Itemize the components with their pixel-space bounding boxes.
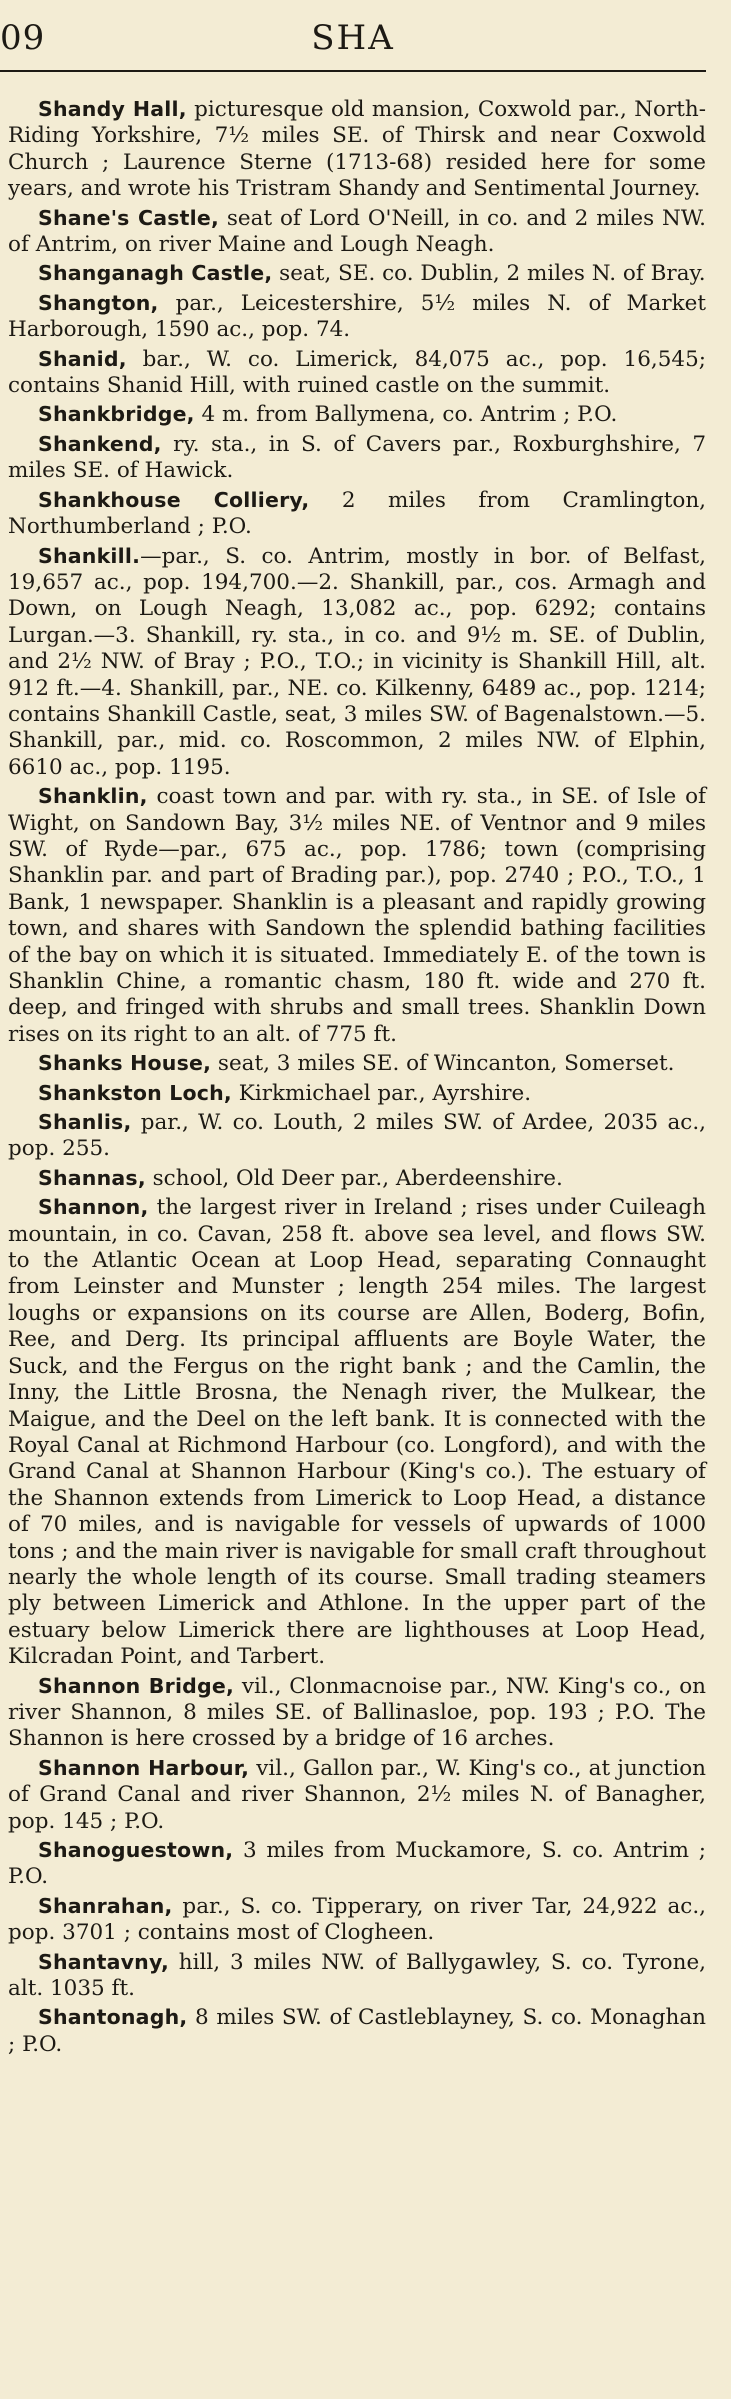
gazetteer-entry bbox=[8, 1165, 706, 1192]
entry-text: seat, 3 miles SE. of Wincanton, Somerset. bbox=[211, 1051, 675, 1077]
gazetteer-entry bbox=[8, 1949, 706, 2003]
gazetteer-entry bbox=[8, 205, 706, 259]
gazetteer-entry bbox=[8, 1109, 706, 1163]
entry-text: 3 miles from Muckamore, S. co. Antrim ; P.O. bbox=[8, 1838, 706, 1890]
entry-headword: Shandy Hall, bbox=[38, 97, 187, 121]
entry-headword: Shankill. bbox=[38, 543, 141, 568]
gazetteer-entry bbox=[8, 1893, 706, 1947]
entry-headword: Shangton, bbox=[38, 290, 159, 315]
entry-headword: Shankston Loch, bbox=[38, 1080, 232, 1105]
entry-text: vil., Clonmacnoise par., NW. King's co., on river Shannon, 8 miles SE. of Ballinasloe, pop. 193 ; P.O. The Shannon is here crossed by a bridge of 16 arches. bbox=[8, 1673, 707, 1752]
entry-headword: Shantonagh, bbox=[38, 2005, 188, 2030]
entry-text: coast town and par. with ry. sta., in SE. of Isle of Wight, on Sandown Bay, 3½ miles NE. of Ventnor and 9 miles SW. of Ryde—par., 675 ac., pop. 1786; town (comprising Shanklin par. and part of Brading par.), pop. 2740 ; P.O., T.O., 1 Bank, 1 newspaper. Shanklin is a pleasant and rapidly growing town, and shares with Sandown the splendid bathing facilities of the bay on which it is situated. Immediately E. of the town is Shanklin Chine, a romantic chasm, 180 ft. wide and 270 ft. deep, and fringed with shrubs and small trees. Shanklin Down rises on its right to an alt. of 775 ft. bbox=[8, 784, 706, 1047]
gazetteer-entry bbox=[8, 1837, 706, 1891]
gazetteer-entry bbox=[8, 96, 706, 203]
entry-text: par., W. co. Louth, 2 miles SW. of Ardee, 2035 ac., pop. 255. bbox=[8, 1110, 706, 1162]
entry-text: par., Leicestershire, 5½ miles N. of Market Harborough, 1590 ac., pop. 74. bbox=[8, 290, 706, 343]
entry-list bbox=[8, 96, 706, 2060]
entry-text: picturesque old mansion, Coxwold par., North-Riding Yorkshire, 7½ miles SE. of Thirsk and near Coxwold Church ; Laurence Sterne (1713-68) resided here for some years, and wrote his Tristram Shandy and Sentimental Journey. bbox=[8, 97, 706, 202]
entry-text: 2 miles from Cramlington, Northumberland ; P.O. bbox=[8, 487, 707, 540]
gazetteer-entry bbox=[8, 431, 706, 485]
entry-headword: Shane's Castle, bbox=[38, 205, 219, 230]
entry-headword: Shanid, bbox=[38, 346, 127, 371]
entry-headword: Shanlis, bbox=[38, 1110, 132, 1135]
entry-text: seat of Lord O'Neill, in co. and 2 miles NW. of Antrim, on river Maine and Lough Neagh. bbox=[8, 205, 706, 258]
page-header bbox=[0, 8, 706, 70]
entry-headword: Shanklin, bbox=[38, 784, 148, 809]
gazetteer-entry bbox=[8, 1755, 706, 1835]
gazetteer-entry bbox=[8, 401, 706, 428]
entry-text: seat, SE. co. Dublin, 2 miles N. of Bray. bbox=[272, 261, 706, 287]
gazetteer-entry bbox=[8, 290, 706, 344]
entry-headword: Shankhouse Colliery, bbox=[38, 487, 310, 512]
entry-headword: Shannon Bridge, bbox=[38, 1673, 235, 1698]
entry-headword: Shannon Harbour, bbox=[38, 1755, 250, 1780]
gazetteer-entry bbox=[8, 1080, 706, 1107]
entry-headword: Shantavny, bbox=[38, 1949, 169, 1974]
entry-headword: Shankend, bbox=[38, 431, 162, 456]
entry-text: the largest river in Ireland ; rises under Cuileagh mountain, in co. Cavan, 258 ft. above sea level, and flows SW. to the Atlantic Ocean at Loop Head, separating Connaught from Leinster and Munster ; length 254 miles. The largest loughs or expansions on its course are Allen, Boderg, Bofin, Ree, and Derg. Its principal affluents are Boyle Water, the Suck, and the Fergus on the right bank ; and the Camlin, the Inny, the Little Brosna, the Nenagh river, the Mulkear, the Maigue, and the Deel on the left bank. It is connected with the Royal Canal at Richmond Harbour (co. Longford), and with the Grand Canal at Shannon Harbour (King's co.). The estuary of the Shannon extends from Limerick to Loop Head, a distance of 70 miles, and is navigable for vessels of upwards of 1000 tons ; and the main river is navigable for small craft throughout nearly the whole length of its course. Small trading steamers ply between Limerick and Athlone. In the upper part of the estuary below Limerick there are lighthouses at Loop Head, Kilcradan Point, and Tarbert. bbox=[8, 1195, 706, 1670]
gazetteer-entry bbox=[8, 1050, 706, 1077]
entry-text: hill, 3 miles NW. of Ballygawley, S. co. Tyrone, alt. 1035 ft. bbox=[8, 1949, 706, 2002]
entry-headword: Shankbridge, bbox=[38, 402, 195, 427]
header-rule bbox=[0, 70, 706, 72]
entry-headword: Shannon, bbox=[38, 1195, 149, 1220]
entry-text: ry. sta., in S. of Cavers par., Roxburghshire, 7 miles SE. of Hawick. bbox=[8, 431, 706, 484]
page-number: 09 bbox=[0, 18, 46, 58]
gazetteer-entry bbox=[8, 783, 706, 1048]
gazetteer-entry bbox=[8, 346, 706, 400]
entry-text: —par., S. co. Antrim, mostly in bor. of Belfast, 19,657 ac., pop. 194,700.—2. Shankill, par., cos. Armagh and Down, on Lough Neagh, 13,082 ac., pop. 6292; contains Lurgan.—3. Shankill, ry. sta., in co. and 9½ m. SE. of Dublin, and 2½ NW. of Bray ; P.O., T.O.; in vicinity is Shankill Hill, alt. 912 ft.—4. Shankill, par., NE. co. Kilkenny, 6489 ac., pop. 1214; contains Shankill Castle, seat, 3 miles SW. of Bagenalstown.—5. Shankill, par., mid. co. Roscommon, 2 miles NW. of Elphin, 6610 ac., pop. 1195. bbox=[8, 543, 706, 780]
running-head: SHA bbox=[311, 18, 395, 58]
entry-headword: Shanganagh Castle, bbox=[38, 261, 273, 286]
entry-text: Kirkmichael par., Ayrshire. bbox=[231, 1080, 532, 1106]
entry-text: 8 miles SW. of Castleblayney, S. co. Monaghan ; P.O. bbox=[8, 2005, 706, 2057]
entry-text: vil., Gallon par., W. King's co., at junction of Grand Canal and river Shannon, 2½ miles N. of Banagher, pop. 145 ; P.O. bbox=[8, 1755, 706, 1834]
entry-headword: Shanrahan, bbox=[38, 1893, 173, 1918]
entry-headword: Shannas, bbox=[38, 1165, 146, 1190]
gazetteer-entry bbox=[8, 260, 706, 287]
gazetteer-entry bbox=[8, 1194, 706, 1670]
entry-headword: Shanoguestown, bbox=[38, 1838, 234, 1862]
gazetteer-entry bbox=[8, 487, 706, 541]
entry-text: par., S. co. Tipperary, on river Tar, 24,922 ac., pop. 3701 ; contains most of Clogheen. bbox=[8, 1893, 706, 1946]
entry-text: 4 m. from Ballymena, co. Antrim ; P.O. bbox=[194, 402, 618, 428]
entry-text: bar., W. co. Limerick, 84,075 ac., pop. 16,545; contains Shanid Hill, with ruined castle on the summit. bbox=[8, 346, 706, 399]
gazetteer-entry bbox=[8, 1673, 706, 1753]
gazetteer-entry bbox=[8, 2004, 706, 2058]
entry-headword: Shanks House, bbox=[38, 1051, 212, 1076]
entry-text: school, Old Deer par., Aberdeenshire. bbox=[145, 1165, 563, 1191]
gazetteer-entry bbox=[8, 543, 706, 782]
